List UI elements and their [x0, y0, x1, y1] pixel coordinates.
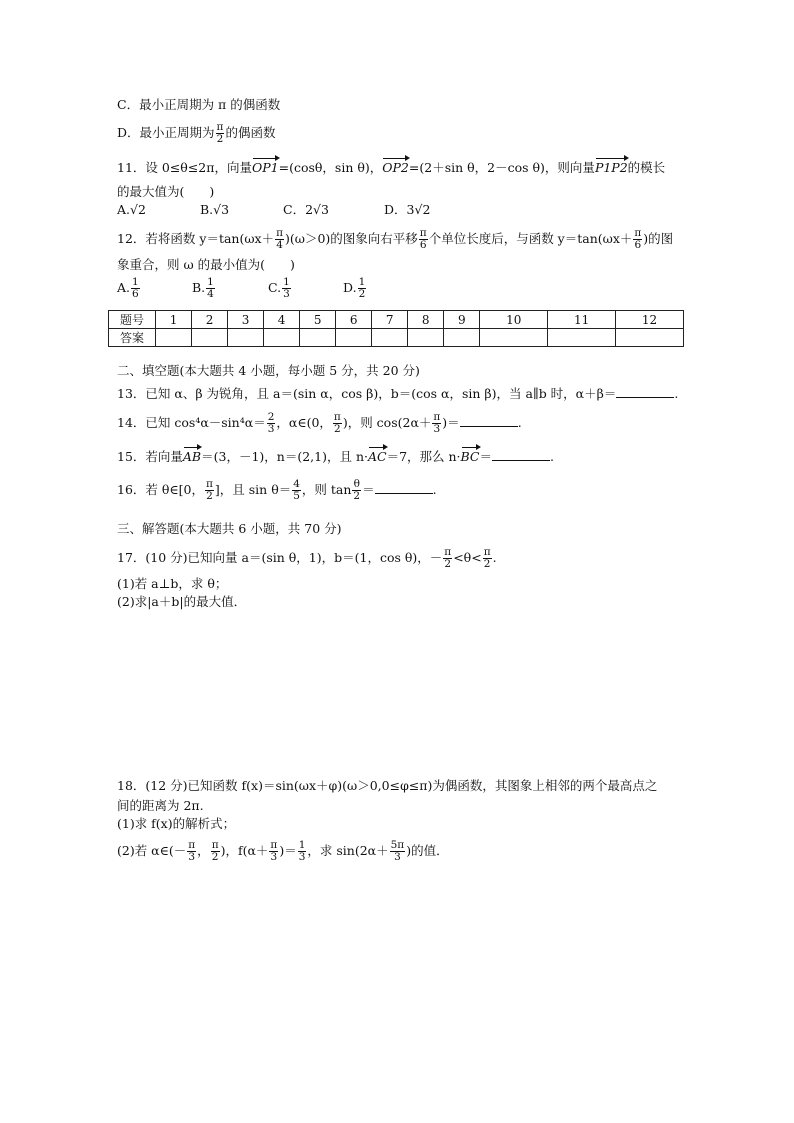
table-cell: 7: [372, 311, 408, 329]
answer-cell[interactable]: [336, 329, 372, 347]
fraction: $\frac{\pi}{2}$: [216, 121, 224, 145]
q18-stem-line2: 间的距离为 2π.: [117, 798, 204, 813]
q10-option-d: [117, 122, 275, 145]
table-cell: 8: [408, 311, 444, 329]
q11-stem: 11．设 0≤θ≤2π，向量OP1=(cosθ，sin θ)，OP2=(2＋sin θ，2－cos θ)，则向量P1P2的模长: [117, 160, 666, 175]
answer-cell[interactable]: [444, 329, 480, 347]
answer-cell[interactable]: [372, 329, 408, 347]
q12-stem: 12．若将函数 y＝tan(ωx＋ $\frac{\pi}{4}$ )(ω＞0)的图象向右平移 $\frac{\pi}{6}$ 个单位长度后，与函数 y＝tan(ωx＋ $\frac{\pi}{6}$ )的图: [117, 227, 674, 251]
table-cell: 6: [336, 311, 372, 329]
q11-option-d: D．3√2: [384, 202, 431, 217]
q15: 15．若向量AB＝(3，－1)，n＝(2,1)，且 n·AC＝7，那么 n·BC＝ .: [117, 449, 554, 464]
q17-part2: (2)求|a＋b|的最大值．: [117, 594, 247, 609]
vector-ac: AC: [367, 449, 387, 464]
table-cell: 9: [444, 311, 480, 329]
answer-cell[interactable]: [480, 329, 548, 347]
q11-option-b: B.√3: [200, 202, 230, 217]
answer-blank[interactable]: [460, 414, 518, 427]
q12-option-b: B. $\frac{1}{4}$: [192, 276, 214, 300]
answer-blank[interactable]: [375, 481, 433, 494]
section-3-title: 三、解答题(本大题共 6 小题，共 70 分): [117, 521, 342, 536]
table-header-answer: 答案: [109, 329, 156, 347]
answer-cell[interactable]: [408, 329, 444, 347]
vector-bc: BC: [460, 449, 480, 464]
q10-option-c: C．最小正周期为 π 的偶函数: [117, 97, 281, 112]
q12-option-a: A. $\frac{1}{6}$: [117, 276, 139, 300]
table-cell: 11: [548, 311, 616, 329]
table-cell: 4: [264, 311, 300, 329]
vector-p1p2: P1P2: [594, 160, 628, 175]
q18-stem: 18．(12 分)已知函数 f(x)＝sin(ωx＋φ)(ω＞0,0≤φ≤π)为偶函数，其图象上相邻的两个最高点之: [117, 778, 658, 793]
answer-blank[interactable]: [616, 385, 674, 398]
q14: 14．已知 cos⁴α－sin⁴α＝ $\frac{2}{3}$ ，α∈(0， $\frac{\pi}{2}$ )，则 cos(2α＋ $\frac{\pi}{3}$ )＝ .: [117, 411, 522, 435]
table-cell: 5: [300, 311, 336, 329]
table-cell: 1: [156, 311, 192, 329]
answer-cell[interactable]: [300, 329, 336, 347]
answer-table: [108, 310, 684, 347]
answer-blank[interactable]: [492, 448, 550, 461]
q12-stem-line2: 象重合，则 ω 的最小值为( ): [117, 257, 295, 272]
table-cell: 10: [480, 311, 548, 329]
q13: 13．已知 α、β 为锐角，且 a＝(sin α，cos β)，b＝(cos α，sin β)，当 a∥b 时，α＋β＝ .: [117, 386, 679, 401]
q11-option-c: C．2√3: [283, 202, 329, 217]
answer-cell[interactable]: [264, 329, 300, 347]
vector-op2: OP2: [382, 160, 409, 175]
answer-cell[interactable]: [616, 329, 684, 347]
answer-cell[interactable]: [156, 329, 192, 347]
table-cell: 12: [616, 311, 684, 329]
q12-option-c: C. $\frac{1}{3}$: [268, 276, 290, 300]
section-2-title: 二、填空题(本大题共 4 小题，每小题 5 分，共 20 分): [117, 363, 420, 378]
answer-table-number-row: [109, 311, 684, 329]
answer-table-answer-row: [109, 329, 684, 347]
answer-cell[interactable]: [548, 329, 616, 347]
q12-option-d: D. $\frac{1}{2}$: [343, 276, 366, 300]
answer-cell[interactable]: [228, 329, 264, 347]
table-header-number: 题号: [109, 311, 156, 329]
q11-option-a: A.√2: [117, 202, 146, 217]
table-cell: 3: [228, 311, 264, 329]
q17-stem: 17．(10 分)已知向量 a＝(sin θ，1)，b＝(1，cos θ)，－ $\frac{\pi}{2}$ <θ< $\frac{\pi}{2}$ .: [117, 546, 497, 570]
q18-part2: (2)若 α∈(－ $\frac{\pi}{3}$ ， $\frac{\pi}{2}$ )，f(α＋ $\frac{\pi}{3}$ )＝ $\frac{1}{3}$ ，求 sin(2α＋ $\frac{5\pi}{3}$ )的值．: [117, 839, 449, 863]
q10-d-suffix: 的偶函数: [225, 125, 276, 140]
vector-op1: OP1: [251, 160, 279, 175]
answer-cell[interactable]: [192, 329, 228, 347]
vector-ab: AB: [182, 449, 202, 464]
q10-d-prefix: D．最小正周期为: [117, 125, 215, 140]
q16: 16．若 θ∈[0， $\frac{\pi}{2}$ ]，且 sin θ＝ $\frac{4}{5}$ ，则 tan $\frac{\theta}{2}$ ＝ .: [117, 478, 437, 502]
q17-part1: (1)若 a⊥b，求 θ；: [117, 576, 228, 591]
q11-stem-line2: 的最大值为( ): [117, 184, 215, 199]
table-cell: 2: [192, 311, 228, 329]
q18-part1: (1)求 f(x)的解析式；: [117, 816, 236, 831]
